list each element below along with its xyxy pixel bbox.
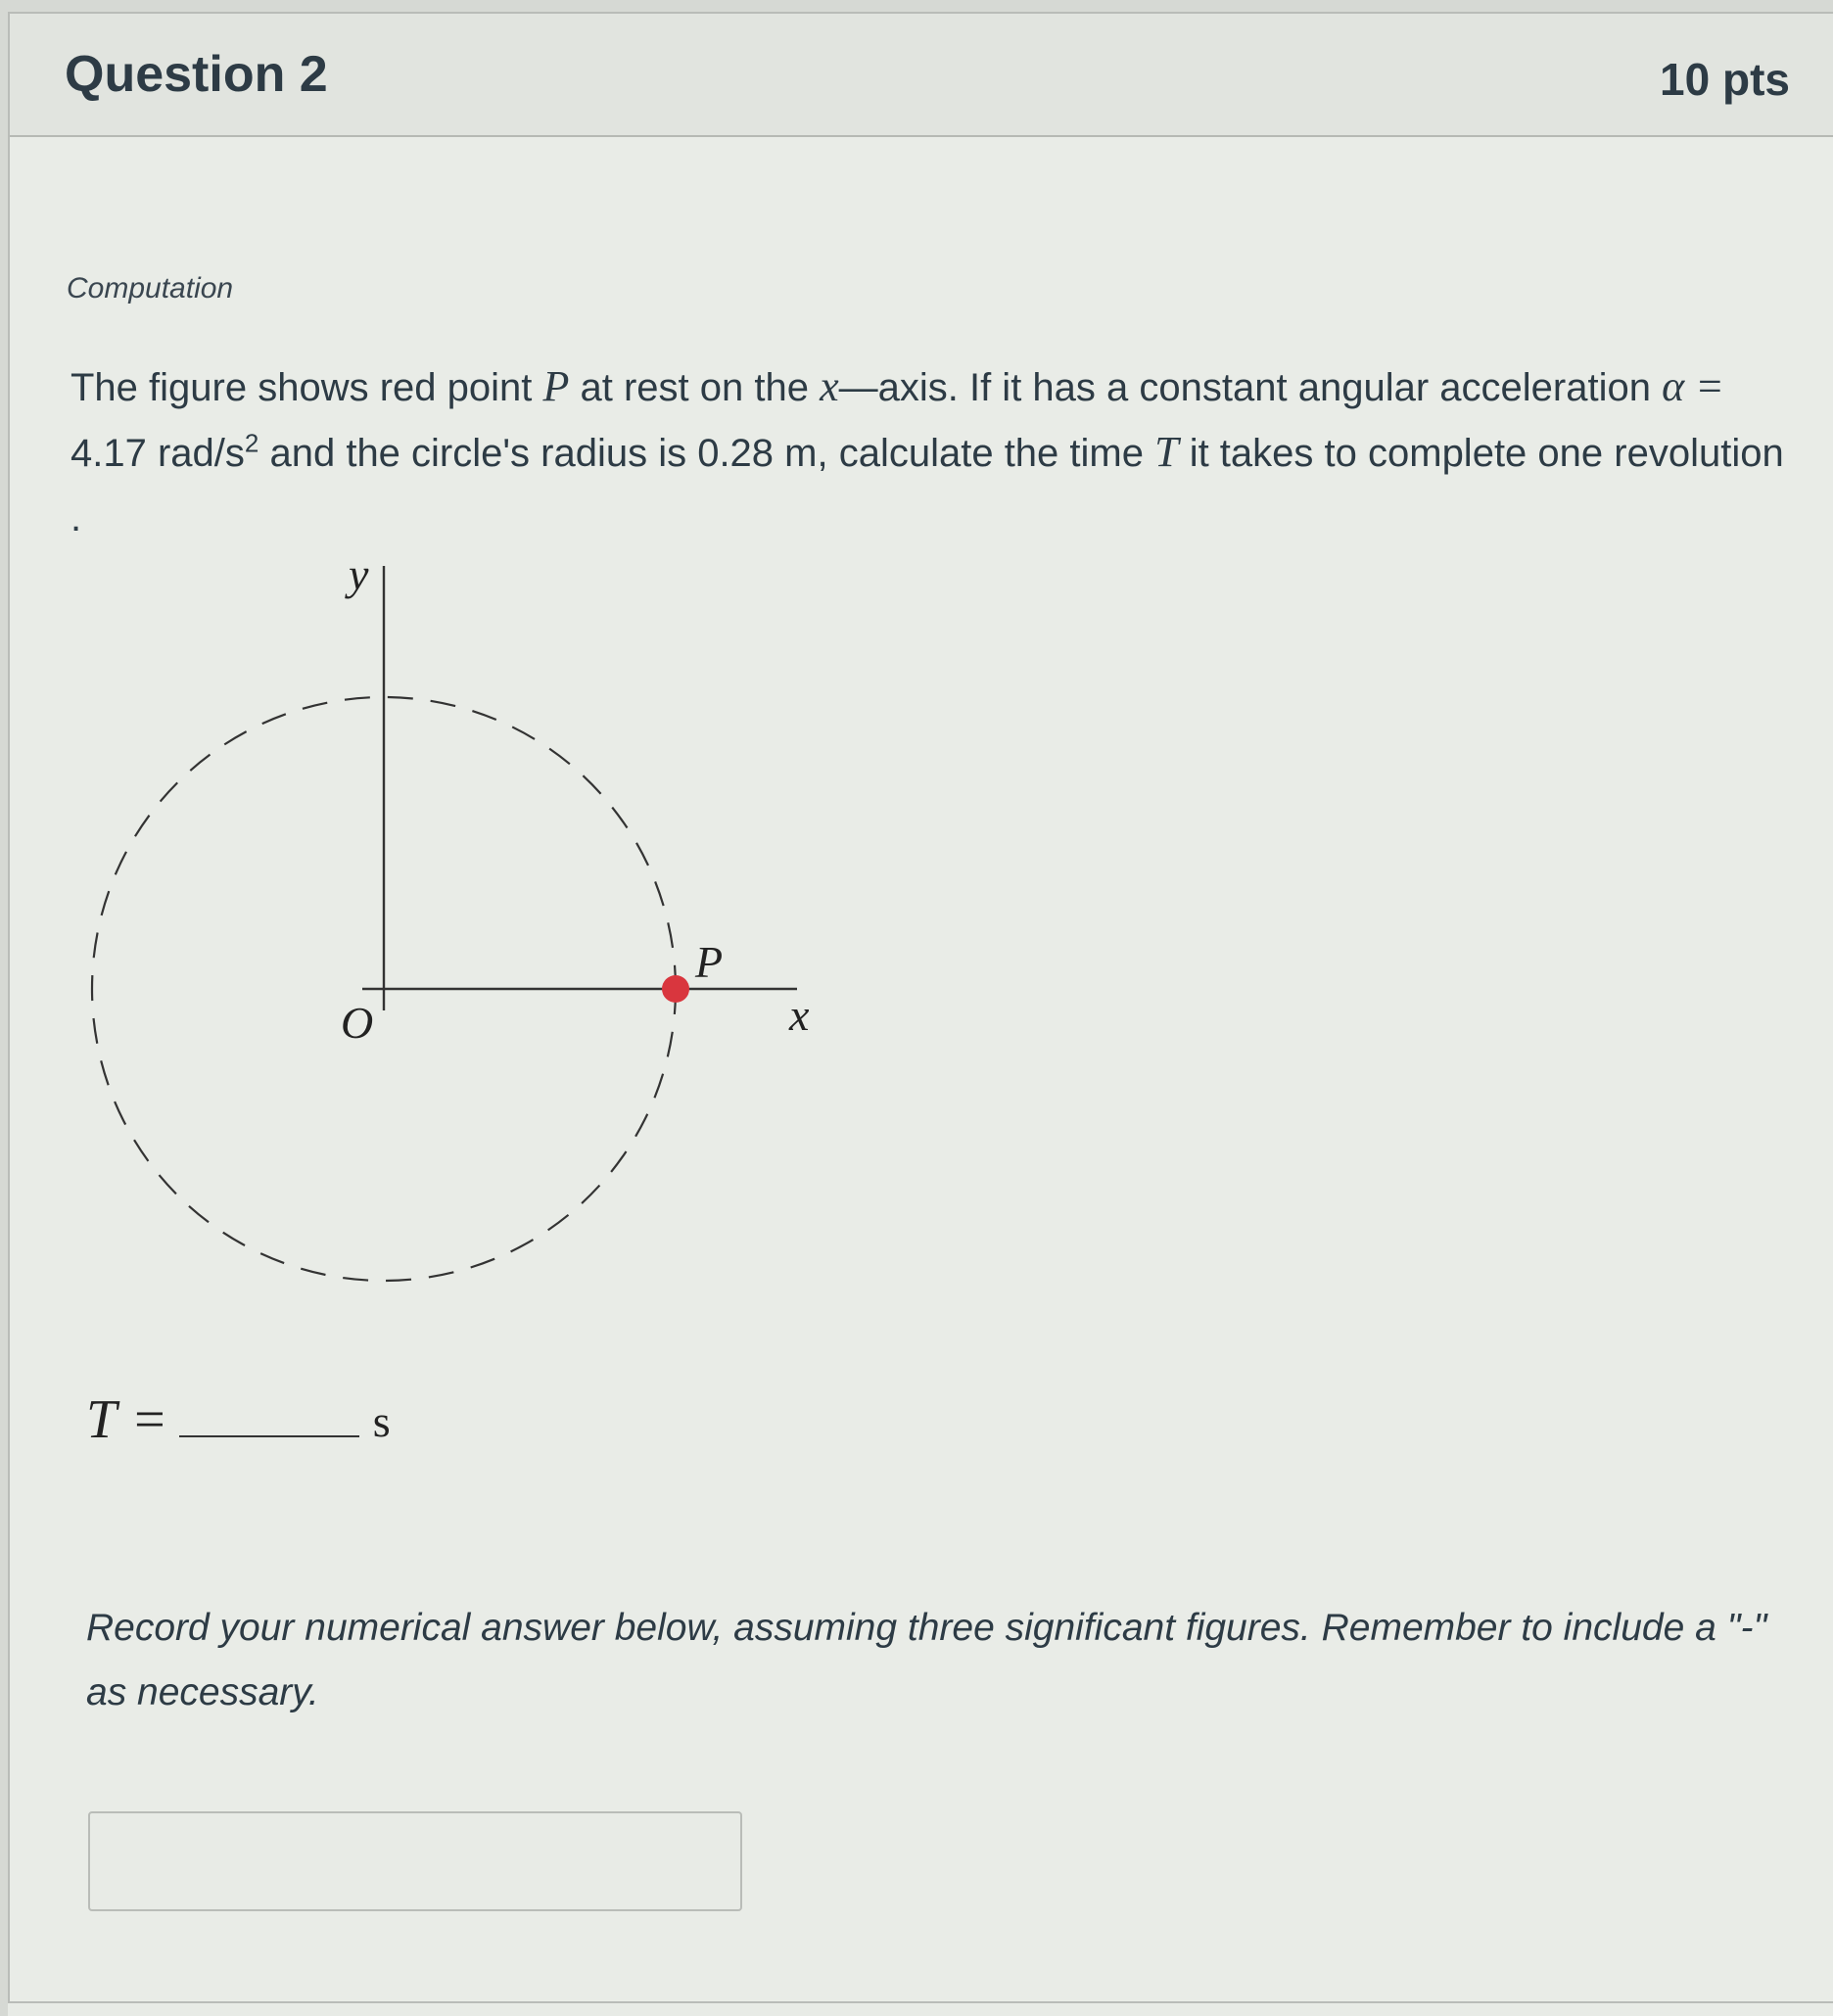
answer-unit: s <box>372 1396 391 1446</box>
question-card <box>8 12 1833 2003</box>
prompt-x-symbol: x <box>820 362 839 410</box>
quiz-page <box>8 12 1833 2016</box>
point-label: P <box>695 937 724 987</box>
prompt-text-1: The figure shows red point <box>70 366 543 409</box>
answer-blank-line <box>179 1435 359 1437</box>
question-title: Question 2 <box>65 46 328 103</box>
prompt-alpha-exponent: 2 <box>244 428 259 458</box>
prompt-point-symbol: P <box>542 362 570 410</box>
question-prompt <box>70 354 1794 550</box>
prompt-time-symbol: T <box>1154 428 1179 476</box>
numerical-answer-input[interactable] <box>88 1811 742 1911</box>
circle-figure <box>69 558 852 1439</box>
answer-expression <box>86 1373 391 1451</box>
answer-variable: T <box>86 1389 118 1450</box>
prompt-alpha-value: 4.17 rad/s <box>70 432 245 475</box>
y-axis-label: y <box>349 558 369 599</box>
red-point-p <box>662 975 689 1003</box>
answer-instruction: Record your numerical answer below, assuming three significant figures. Remember to include a "-" as necessary. <box>86 1607 1767 1713</box>
x-axis-label: x <box>789 990 810 1040</box>
question-category: Computation <box>67 272 234 305</box>
prompt-text-4: and the circle's radius is 0.28 m, calculate the time <box>258 432 1155 475</box>
origin-label: O <box>341 998 374 1048</box>
question-points: 10 pts <box>1660 54 1790 105</box>
circle-diagram <box>69 558 852 1439</box>
question-header <box>10 14 1833 137</box>
prompt-text-3: —axis. If it has a constant angular acceleration <box>838 366 1663 409</box>
question-body <box>10 137 1833 2001</box>
prompt-alpha-expression: α = <box>1662 362 1724 410</box>
prompt-text-2: at rest on the <box>569 366 821 409</box>
prompt-text-5: it takes to complete one revolution . <box>70 432 1784 539</box>
answer-equals: = <box>134 1389 165 1450</box>
